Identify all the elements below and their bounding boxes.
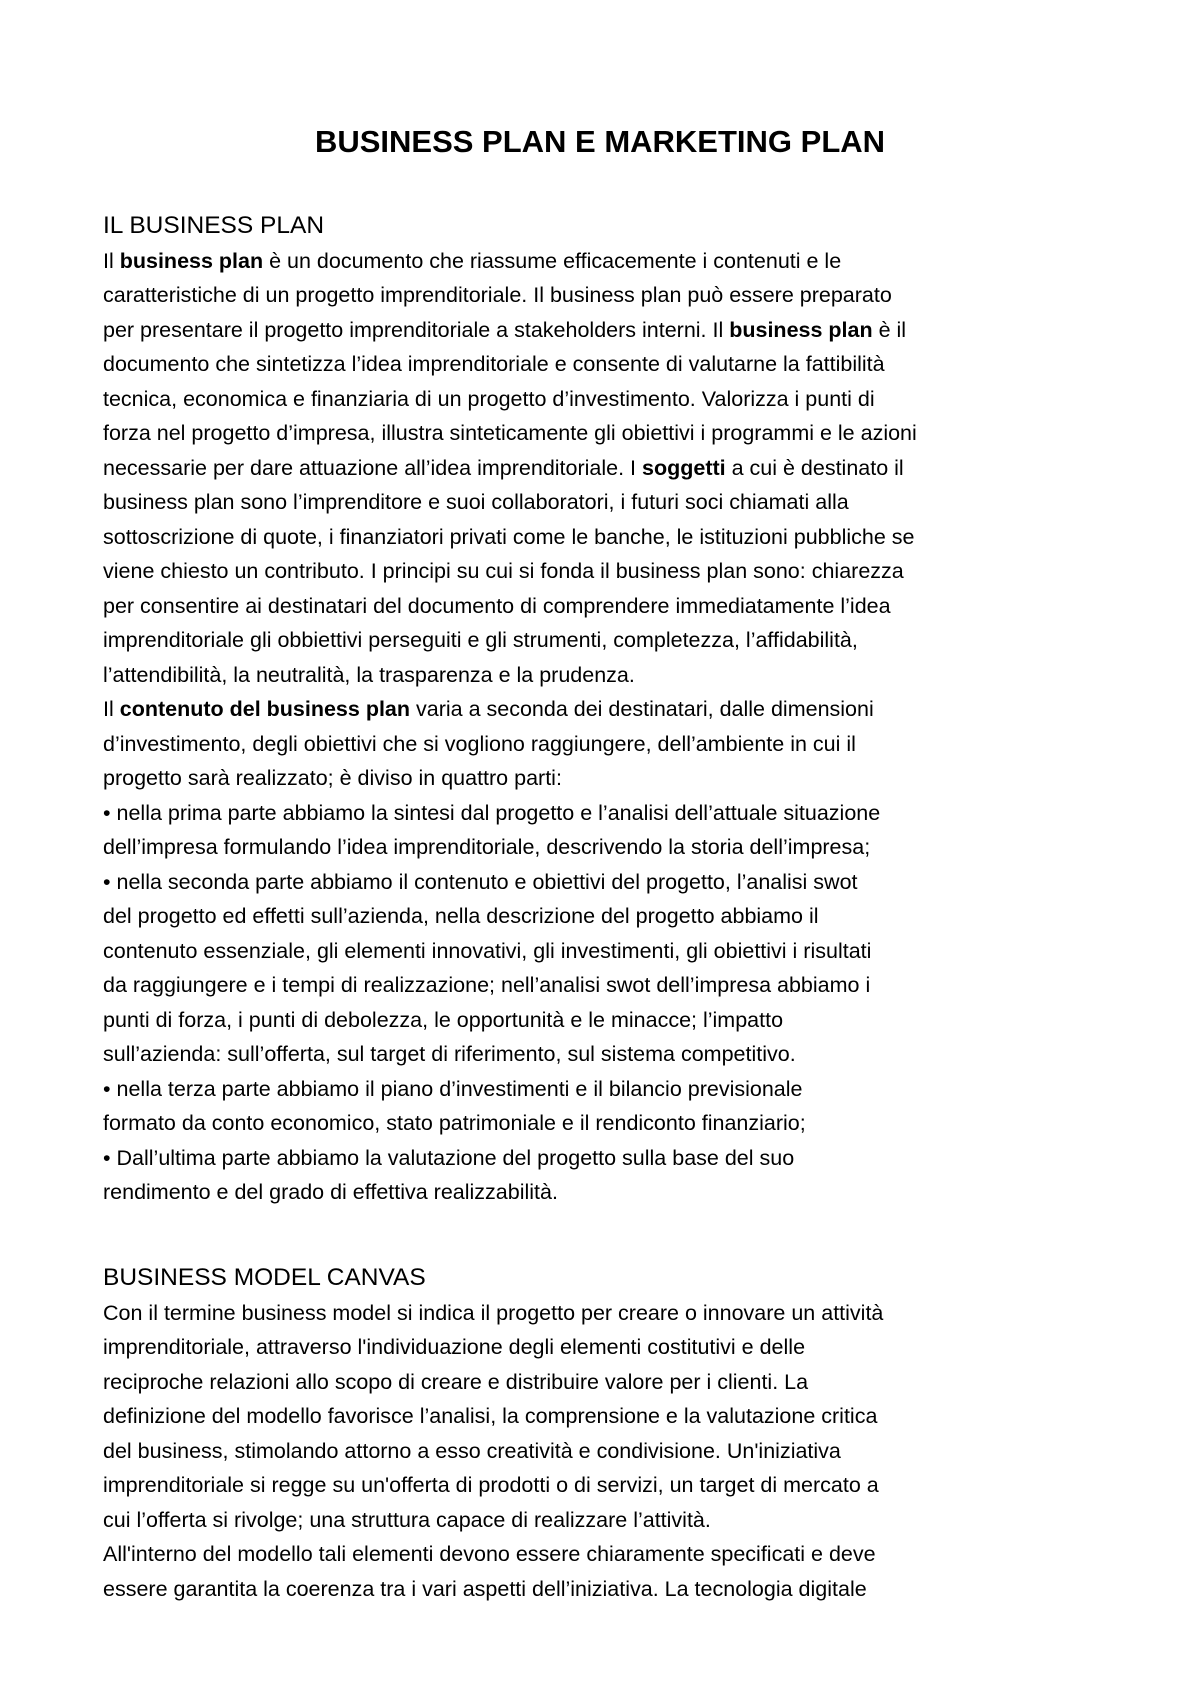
text-run: da raggiungere e i tempi di realizzazione; nell’analisi swot dell’impresa abbiamo i (103, 973, 871, 997)
text-run: per presentare il progetto imprenditoriale a stakeholders interni. Il (103, 317, 730, 342)
text-line (103, 1572, 1123, 1607)
text-line (103, 727, 1123, 762)
text-line (103, 313, 1123, 348)
text-line (103, 1434, 1123, 1469)
text-line (103, 830, 1123, 865)
text-line (103, 1365, 1123, 1400)
text-run: imprenditoriale, attraverso l'individuazione degli elementi costitutivi e delle (103, 1335, 806, 1359)
text-line (103, 244, 1123, 279)
text-line (103, 520, 1123, 555)
text-line (103, 1503, 1123, 1538)
text-run: a cui è destinato il (725, 455, 904, 480)
text-run: cui l’offerta si rivolge; una struttura capace di realizzare l’attività. (103, 1507, 711, 1532)
section-business-plan (103, 209, 1123, 1210)
text-line (103, 1072, 1123, 1107)
text-line (103, 1003, 1123, 1038)
text-run: • nella prima parte abbiamo la sintesi dal progetto e l’analisi dell’attuale situazione (103, 800, 881, 825)
text-line (103, 1537, 1123, 1572)
text-run: dell’impresa formulando l’idea imprenditoriale, descrivendo la storia dell’impresa; (103, 835, 871, 859)
text-run: imprenditoriale gli obbiettivi perseguiti e gli strumenti, completezza, l’affidabilità, (103, 628, 858, 652)
text-run: Il (103, 697, 120, 721)
text-line (103, 1468, 1123, 1503)
section-heading: IL BUSINESS PLAN (103, 212, 325, 239)
text-line (103, 1175, 1123, 1210)
text-run: necessarie per dare attuazione all’idea imprenditoriale. I (103, 455, 643, 480)
text-line (103, 451, 1123, 486)
text-line (103, 278, 1123, 313)
text-run: sull’azienda: sull’offerta, sul target di riferimento, sul sistema competitivo. (103, 1042, 796, 1066)
text-run: definizione del modello favorisce l’analisi, la comprensione e la valutazione critica (103, 1404, 878, 1428)
text-line (103, 1106, 1123, 1141)
section-body (103, 1296, 1123, 1607)
text-line (103, 692, 1123, 727)
text-run: • nella terza parte abbiamo il piano d’investimenti e il bilancio previsionale (103, 1076, 803, 1101)
text-run: è il (872, 317, 907, 342)
text-line (103, 1399, 1123, 1434)
text-line (103, 761, 1123, 796)
bold-text: business plan (729, 317, 873, 342)
text-run: è un documento che riassume efficacemente i contenuti e le (263, 248, 842, 273)
bold-text: contenuto del business plan (119, 697, 411, 721)
text-run: caratteristiche di un progetto imprenditoriale. Il business plan può essere preparato (103, 283, 892, 307)
text-run: essere garantita la coerenza tra i vari aspetti dell’iniziativa. La tecnologia digitale (103, 1576, 867, 1601)
text-line (103, 416, 1123, 451)
text-line (103, 1296, 1123, 1331)
text-run: rendimento e del grado di effettiva realizzabilità. (103, 1180, 558, 1204)
document-title: BUSINESS PLAN E MARKETING PLAN (314, 124, 886, 159)
section-business-model-canvas (103, 1261, 1123, 1606)
text-line (103, 968, 1123, 1003)
text-run: documento che sintetizza l’idea imprenditoriale e consente di valutarne la fattibilità (103, 352, 885, 376)
text-run: viene chiesto un contributo. I principi su cui si fonda il business plan sono: chiarezza (103, 559, 904, 583)
text-run: punti di forza, i punti di debolezza, le opportunità e le minacce; l’impatto (103, 1007, 784, 1032)
text-run: formato da conto economico, stato patrimoniale e il rendiconto finanziario; (103, 1111, 806, 1135)
text-line (103, 485, 1123, 520)
text-run: business plan sono l’imprenditore e suoi collaboratori, i futuri soci chiamati alla (103, 490, 849, 514)
text-run: per consentire ai destinatari del documento di comprendere immediatamente l’idea (103, 593, 891, 618)
text-run: del progetto ed effetti sull’azienda, nella descrizione del progetto abbiamo il (103, 904, 819, 928)
text-line (103, 934, 1123, 969)
text-run: • Dall’ultima parte abbiamo la valutazione del progetto sulla base del suo (103, 1145, 795, 1170)
text-line (103, 623, 1123, 658)
text-run: l’attendibilità, la neutralità, la trasparenza e la prudenza. (103, 662, 635, 687)
text-run: varia a seconda dei destinatari, dalle dimensioni (410, 697, 874, 721)
text-run: imprenditoriale si regge su un'offerta di prodotti o di servizi, un target di mercato a (103, 1473, 879, 1497)
text-line (103, 1037, 1123, 1072)
bold-text: soggetti (642, 455, 726, 480)
text-run: Con il termine business model si indica il progetto per creare o innovare un attività (103, 1300, 884, 1325)
text-run: forza nel progetto d’impresa, illustra sinteticamente gli obiettivi i programmi e le azioni (103, 421, 917, 445)
text-run: sottoscrizione di quote, i finanziatori privati come le banche, le istituzioni pubbliche se (103, 524, 915, 549)
section-heading: BUSINESS MODEL CANVAS (103, 1264, 426, 1291)
section-body (103, 244, 1123, 1210)
bold-text: business plan (119, 248, 264, 273)
text-run: All'interno del modello tali elementi devono essere chiaramente specificati e deve (103, 1542, 876, 1566)
text-line (103, 554, 1123, 589)
text-line (103, 382, 1123, 417)
text-run: contenuto essenziale, gli elementi innovativi, gli investimenti, gli obiettivi i risultati (103, 938, 872, 963)
text-line (103, 865, 1123, 900)
text-line (103, 589, 1123, 624)
text-run: tecnica, economica e finanziaria di un progetto d’investimento. Valorizza i punti di (103, 386, 875, 411)
text-run: Il (103, 248, 120, 273)
text-run: del business, stimolando attorno a esso creatività e condivisione. Un'iniziativa (103, 1438, 841, 1463)
text-run: • nella seconda parte abbiamo il contenuto e obiettivi del progetto, l’analisi swot (103, 869, 858, 894)
text-line (103, 1330, 1123, 1365)
text-line (103, 899, 1123, 934)
text-run: progetto sarà realizzato; è diviso in quattro parti: (103, 766, 562, 790)
text-run: d’investimento, degli obiettivi che si vogliono raggiungere, dell’ambiente in cui il (103, 731, 856, 756)
text-run: reciproche relazioni allo scopo di creare e distribuire valore per i clienti. La (103, 1369, 809, 1394)
text-line (103, 796, 1123, 831)
text-line (103, 658, 1123, 693)
text-line (103, 1141, 1123, 1176)
text-line (103, 347, 1123, 382)
